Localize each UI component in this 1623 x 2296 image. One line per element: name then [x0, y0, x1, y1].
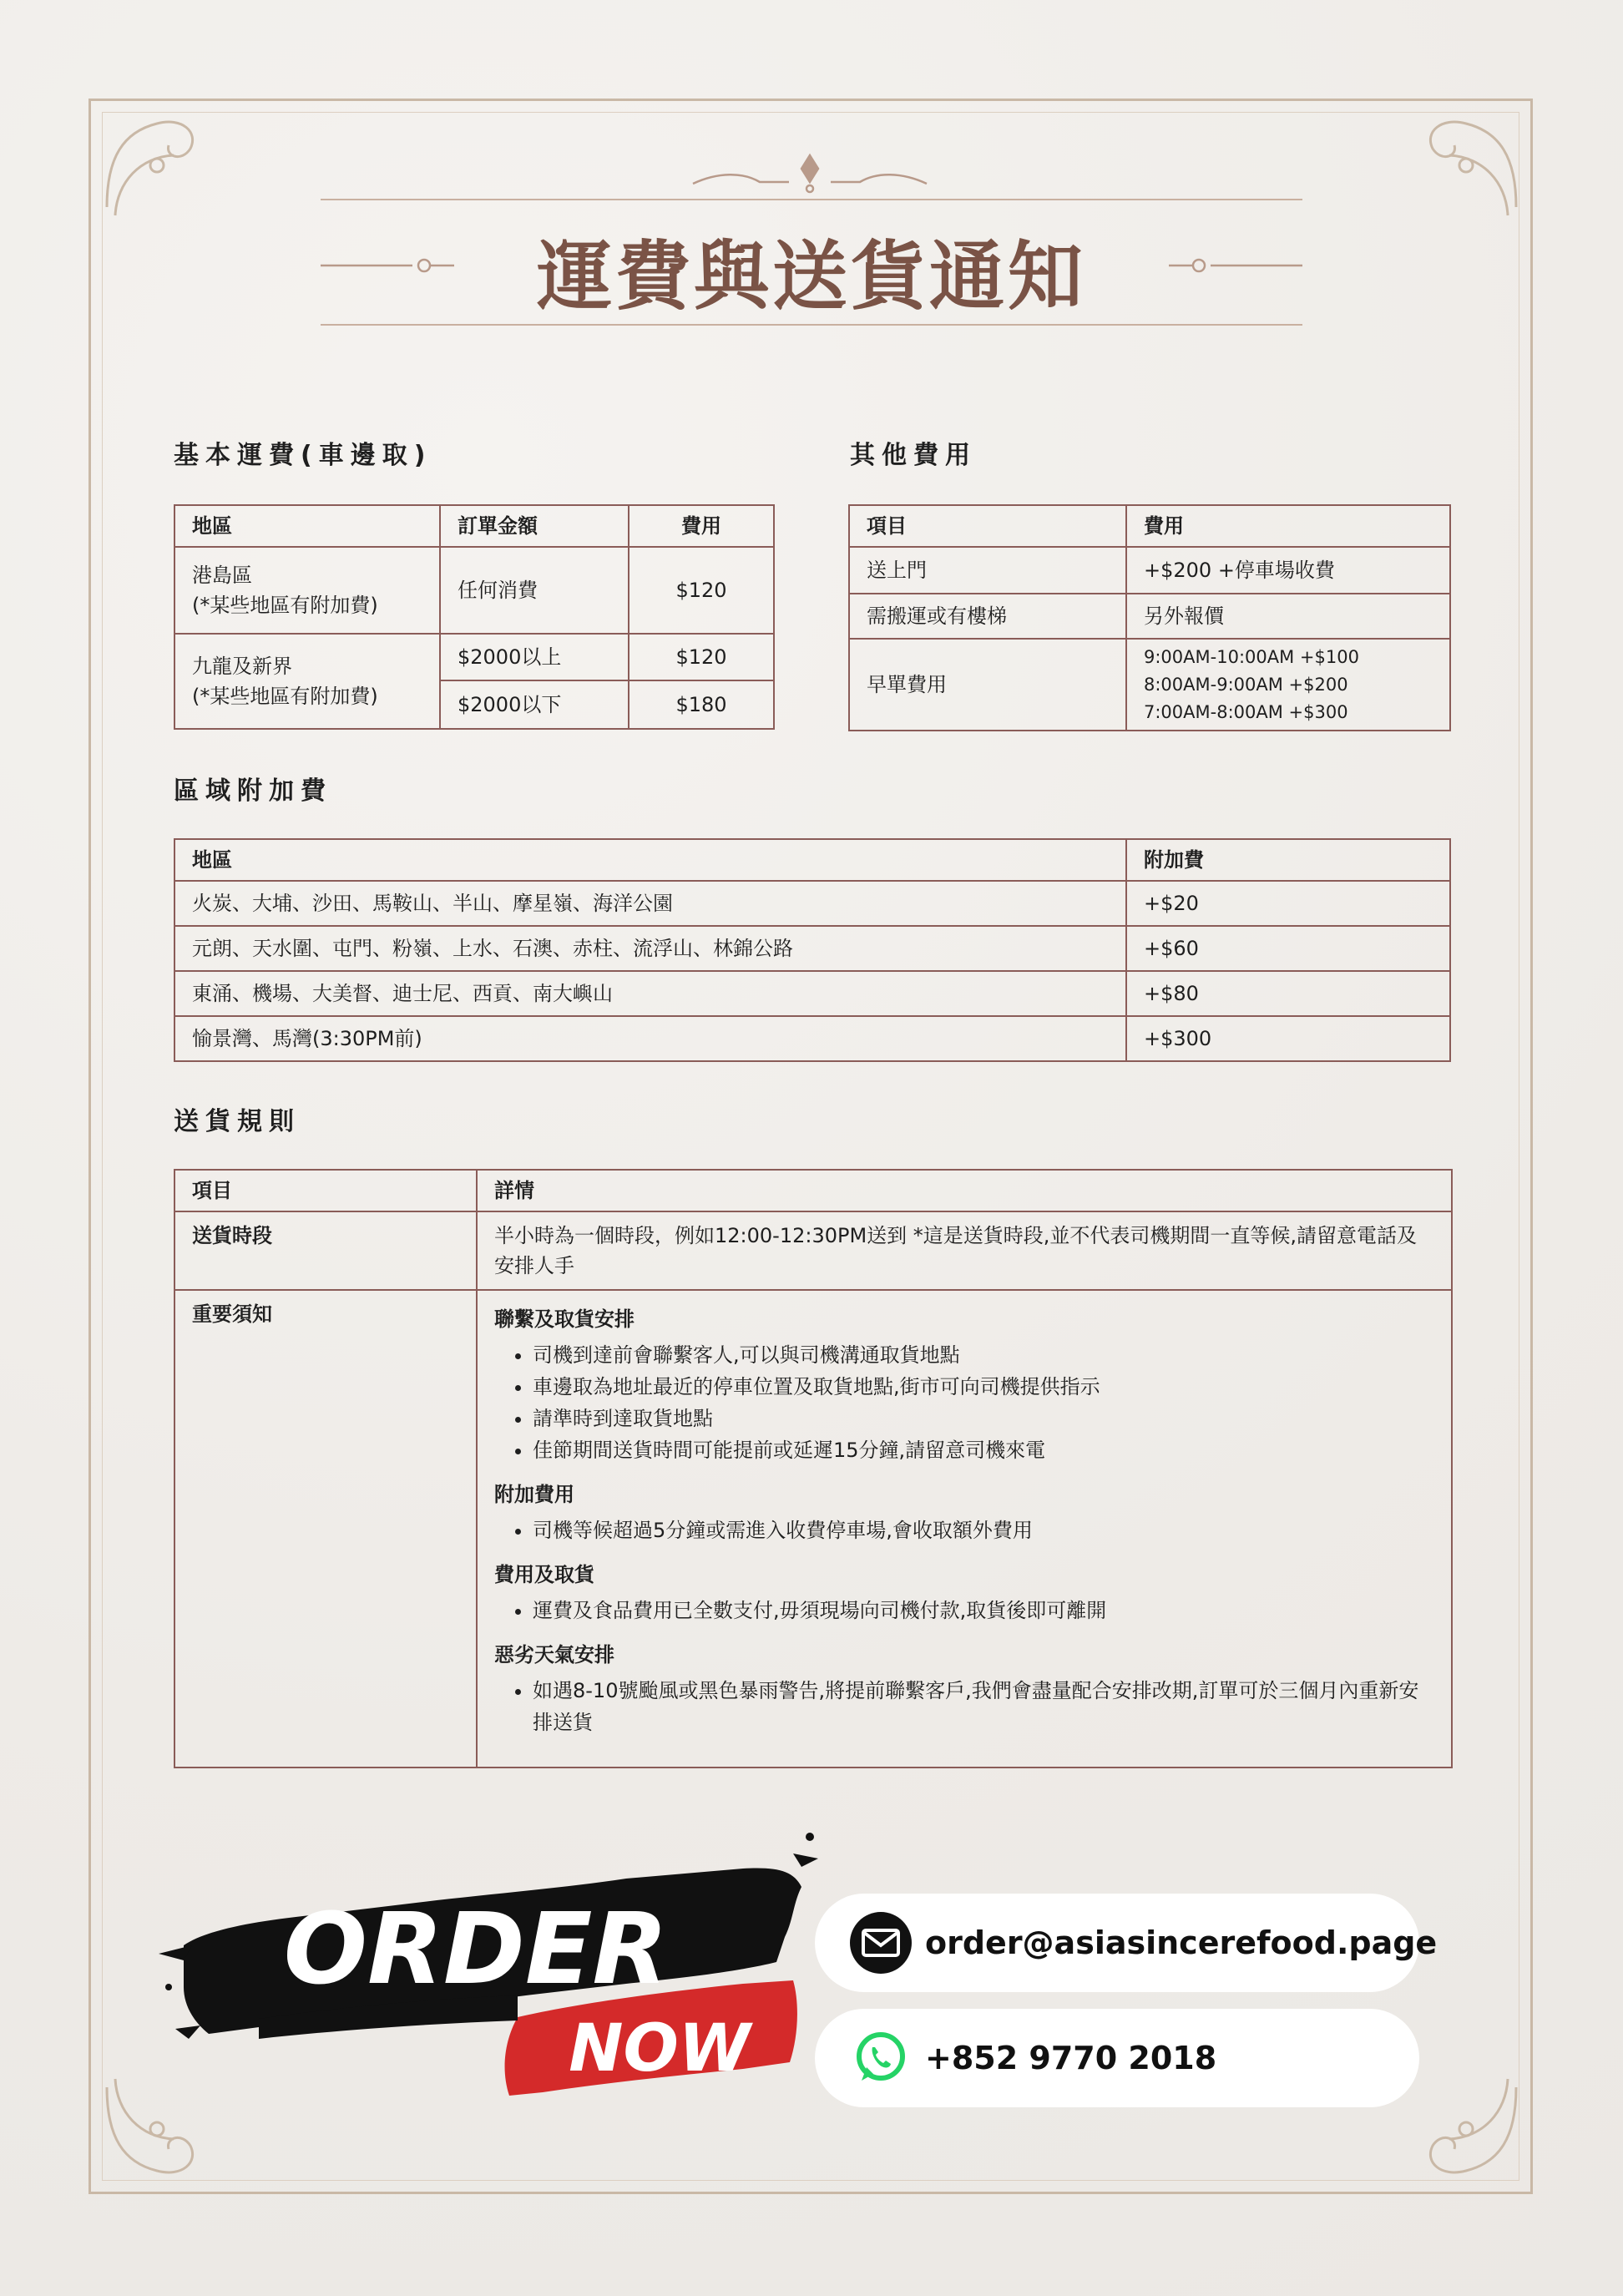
other-fees-heading: 其他費用: [850, 441, 977, 470]
list-item: • 佳節期間送貨時間可能提前或延遲15分鐘,請留意司機來電: [533, 1434, 1434, 1466]
table-header: 項目: [174, 1170, 477, 1211]
table-header: 費用: [1126, 505, 1450, 547]
areas-cell: 元朗、天水圍、屯門、粉嶺、上水、石澳、赤柱、流浮山、林錦公路: [174, 926, 1126, 971]
table-row: [174, 1016, 1450, 1061]
surcharge-heading: 區域附加費: [174, 776, 332, 806]
rule-group-title: 附加費用: [494, 1483, 574, 1506]
rule-label: 重要須知: [174, 1290, 477, 1768]
areas-cell: 火炭、大埔、沙田、馬鞍山、半山、摩星嶺、海洋公園: [174, 881, 1126, 926]
region-cell: [174, 547, 440, 634]
fee-cell: +$60: [1126, 926, 1450, 971]
envelope-icon: [850, 1912, 912, 1974]
whatsapp-icon: [850, 2027, 912, 2089]
rule-group-title: 聯繫及取貨安排: [494, 1307, 635, 1331]
fee-cell: +$300: [1126, 1016, 1450, 1061]
fee-cell: +$200 +停車場收費: [1126, 547, 1450, 594]
amount-cell: $2000以下: [440, 680, 629, 729]
phone-link[interactable]: +852 9770 2018: [925, 2040, 1217, 2076]
early-fee-line: 9:00AM-10:00AM +$100: [1144, 646, 1359, 667]
order-now-badge[interactable]: [159, 1820, 827, 2104]
basic-fee-table: [174, 504, 775, 730]
list-item: • 如遇8-10號颱風或黑色暴雨警告,將提前聯繫客戶,我們會盡量配合安排改期,訂單可於三個月內重新安排送貨: [533, 1675, 1434, 1738]
rule-group-title: 費用及取貨: [494, 1563, 594, 1586]
table-header: 地區: [174, 505, 440, 547]
fee-cell: [1126, 639, 1450, 731]
fee-cell: $120: [629, 547, 774, 634]
phone-contact[interactable]: [815, 2009, 1419, 2107]
corner-ornament-top-right: [1408, 107, 1524, 224]
region-name: 九龍及新界: [192, 655, 292, 678]
table-header: 附加費: [1126, 839, 1450, 881]
rule-detail: [477, 1290, 1452, 1768]
item-cell: 送上門: [849, 547, 1126, 594]
table-row: [174, 881, 1450, 926]
fee-cell: +$80: [1126, 971, 1450, 1016]
table-header: 費用: [629, 505, 774, 547]
areas-cell: 愉景灣、馬灣(3:30PM前): [174, 1016, 1126, 1061]
item-cell: 需搬運或有樓梯: [849, 594, 1126, 639]
table-header: 詳情: [477, 1170, 1452, 1211]
amount-cell: $2000以上: [440, 634, 629, 680]
areas-cell: 東涌、機場、大美督、迪士尼、西貢、南大嶼山: [174, 971, 1126, 1016]
list-item: • 司機到達前會聯繫客人,可以與司機溝通取貨地點: [533, 1339, 1434, 1371]
rule-list: [494, 1515, 1434, 1546]
list-item: • 司機等候超過5分鐘或需進入收費停車場,會收取額外費用: [533, 1515, 1434, 1546]
email-contact[interactable]: [815, 1894, 1438, 1992]
page-title: 運費與送貨通知: [537, 232, 1086, 321]
item-cell: 早單費用: [849, 639, 1126, 731]
early-fee-line: 7:00AM-8:00AM +$300: [1144, 701, 1348, 722]
title-top-ornament: [685, 147, 935, 197]
fee-cell: 另外報價: [1126, 594, 1450, 639]
list-item: • 運費及食品費用已全數支付,毋須現場向司機付款,取貨後即可離開: [533, 1595, 1434, 1626]
table-header: 地區: [174, 839, 1126, 881]
table-row: [174, 926, 1450, 971]
rule-list: [494, 1675, 1434, 1738]
early-fee-line: 8:00AM-9:00AM +$200: [1144, 674, 1348, 695]
corner-ornament-bottom-right: [1408, 2071, 1524, 2187]
list-item: • 車邊取為地址最近的停車位置及取貨地點,街市可向司機提供指示: [533, 1371, 1434, 1403]
email-link[interactable]: order@asiasincerefood.page: [925, 1924, 1438, 1961]
table-row: [174, 971, 1450, 1016]
title-top-rule: [321, 199, 1302, 200]
table-header: 訂單金額: [440, 505, 629, 547]
now-text: NOW: [569, 2011, 751, 2086]
other-fees-table: [848, 504, 1451, 731]
region-name: 港島區: [192, 564, 252, 587]
fee-cell: $180: [629, 680, 774, 729]
surcharge-table: [174, 838, 1451, 1062]
rules-heading: 送貨規則: [174, 1107, 301, 1136]
region-note: (*某些地區有附加費): [192, 685, 378, 708]
corner-ornament-top-left: [99, 107, 215, 224]
rule-detail: 半小時為一個時段，例如12:00-12:30PM送到 *這是送貨時段,並不代表司機期間一直等候,請留意電話及安排人手: [477, 1211, 1452, 1290]
rule-list: [494, 1339, 1434, 1466]
fee-cell: +$20: [1126, 881, 1450, 926]
fee-cell: $120: [629, 634, 774, 680]
list-item: • 請準時到達取貨地點: [533, 1403, 1434, 1434]
rule-group-title: 惡劣天氣安排: [494, 1643, 614, 1666]
amount-cell: 任何消費: [440, 547, 629, 634]
rule-label: 送貨時段: [174, 1211, 477, 1290]
table-header: 項目: [849, 505, 1126, 547]
rules-table: [174, 1169, 1453, 1768]
basic-fee-heading: 基本運費(車邊取): [174, 441, 432, 470]
region-cell: [174, 634, 440, 729]
order-text: ORDER: [283, 1891, 669, 2006]
region-note: (*某些地區有附加費): [192, 594, 378, 617]
title-bottom-rule: [321, 324, 1302, 326]
rule-list: [494, 1595, 1434, 1626]
